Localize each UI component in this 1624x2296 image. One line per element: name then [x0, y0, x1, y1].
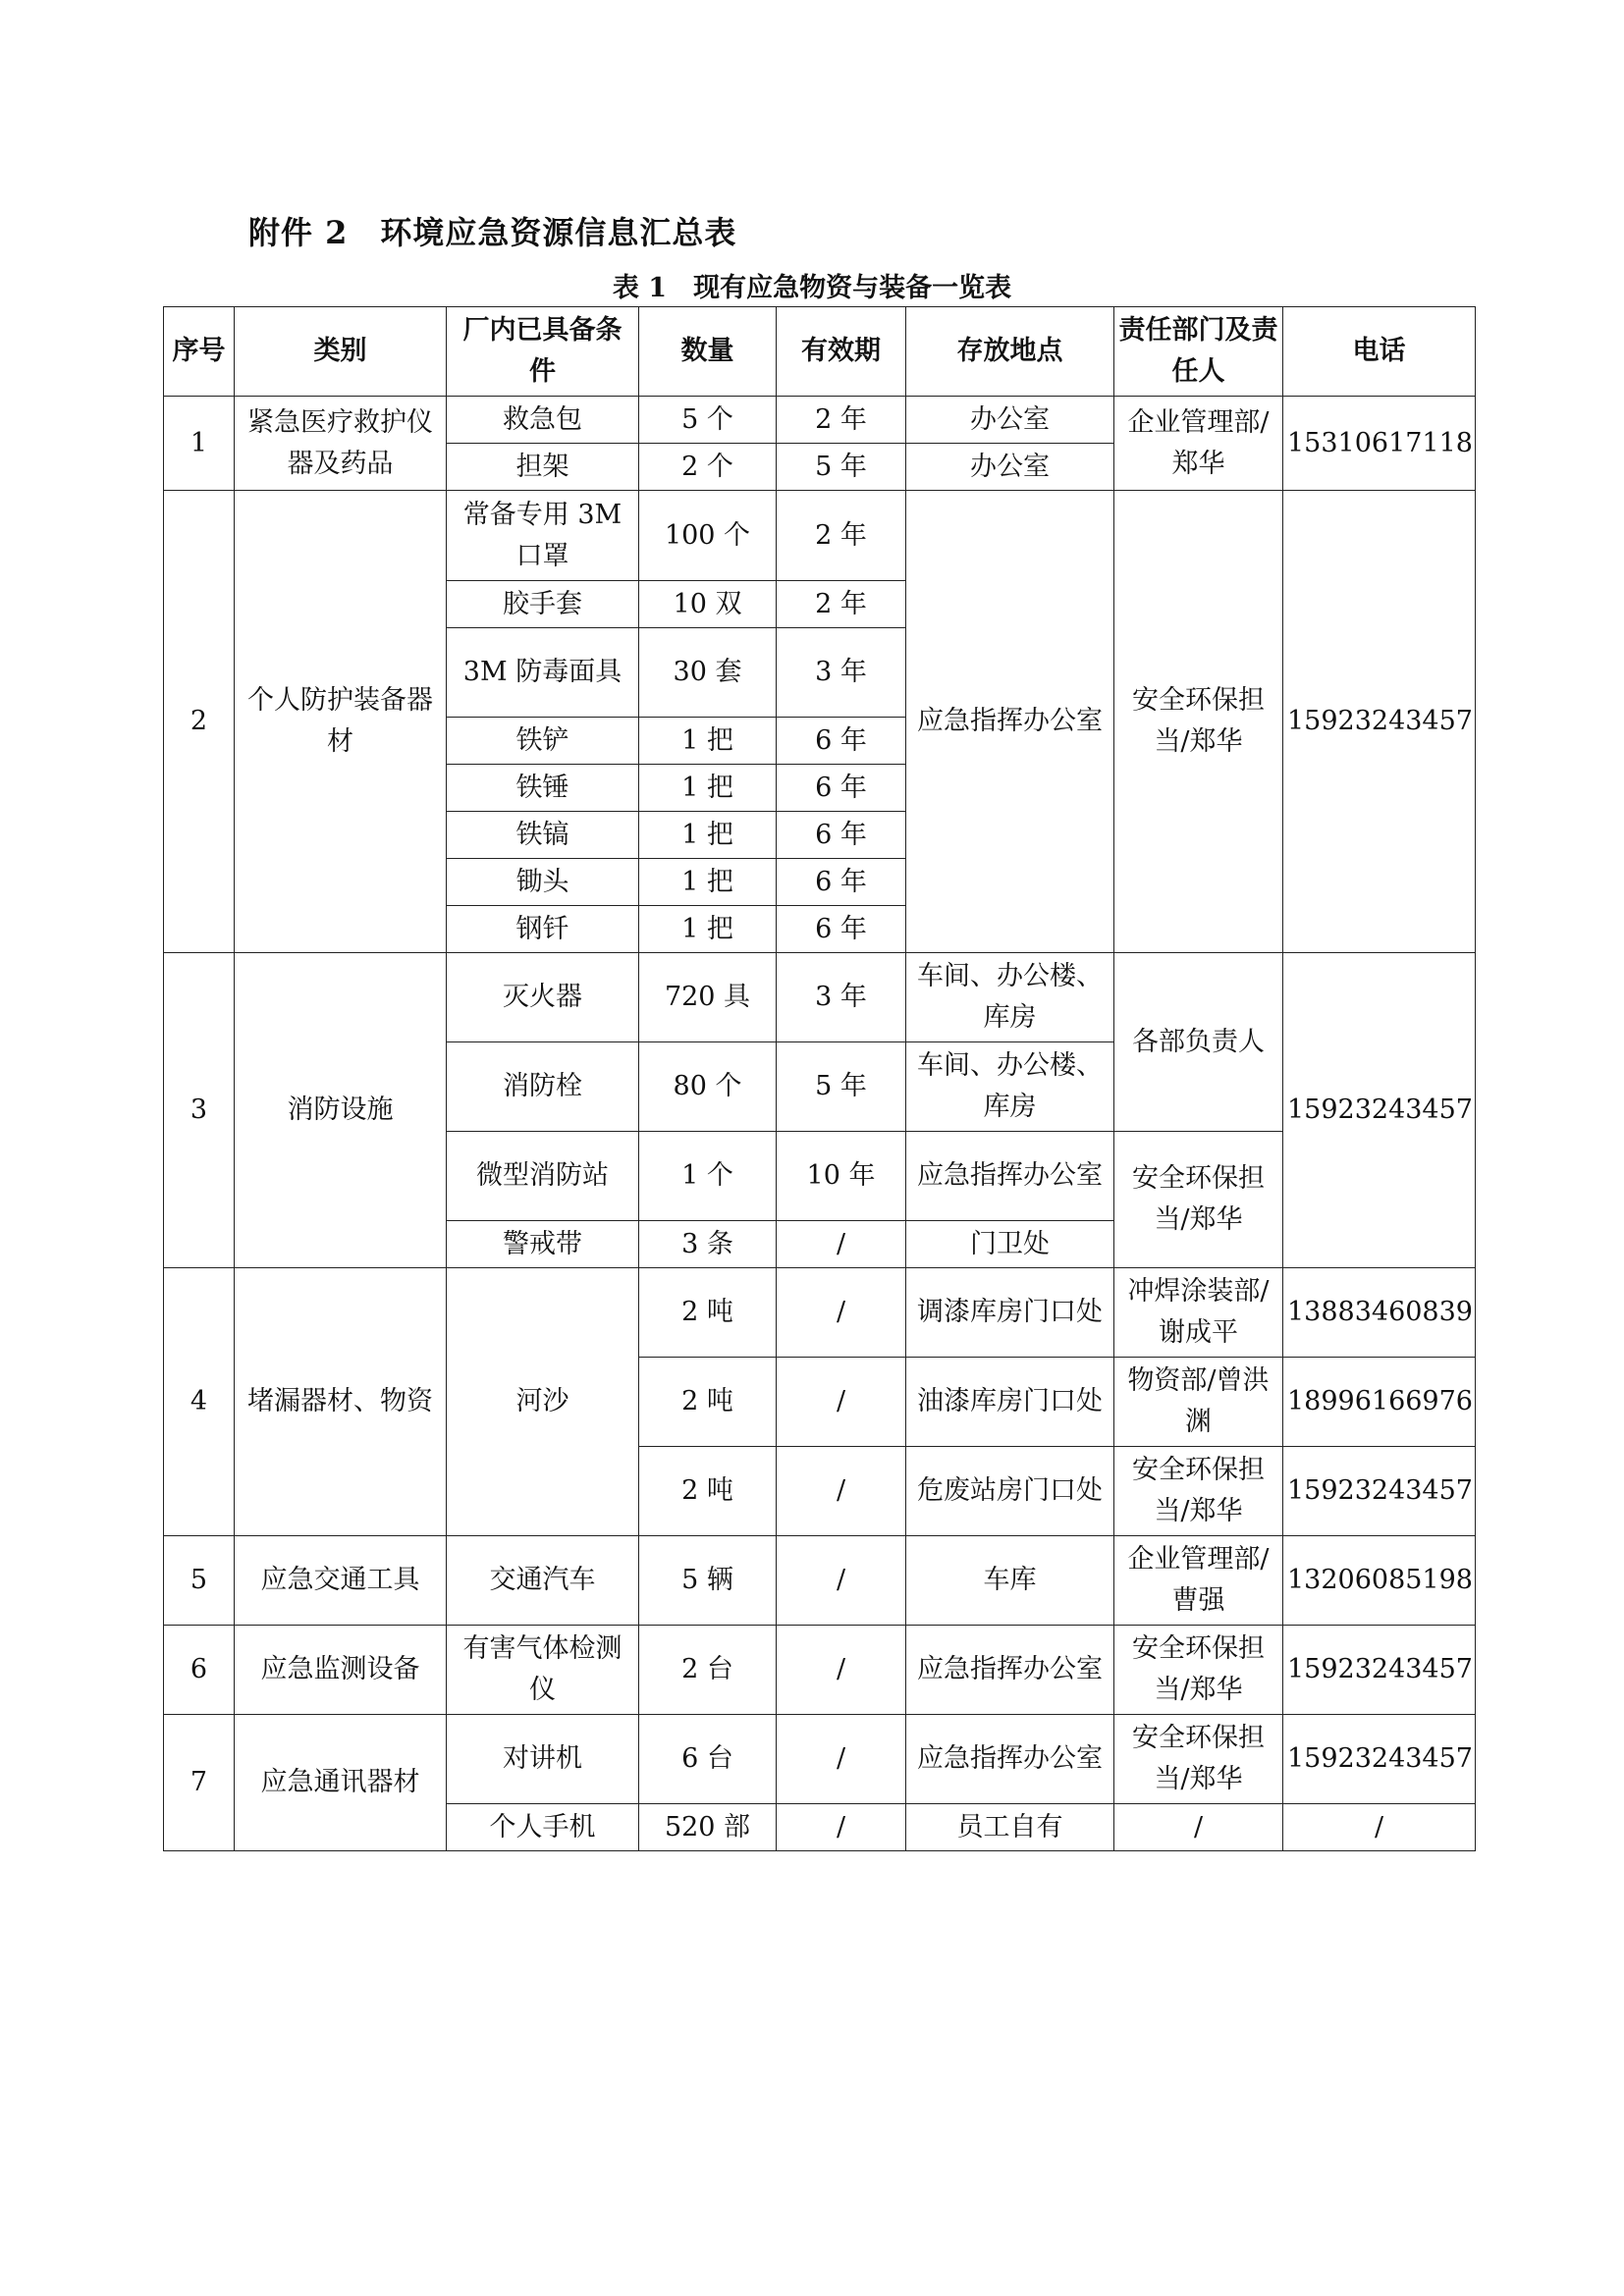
header-conditions: 厂内已具备条件: [447, 307, 639, 397]
quantity-cell: 5 个: [639, 397, 777, 444]
table-row: [164, 491, 1476, 581]
table-row: [164, 1268, 1476, 1358]
resource-table: [163, 306, 1476, 1851]
item-name-cell: 担架: [447, 444, 639, 491]
quantity-cell: 10 双: [639, 581, 777, 628]
table-row: [164, 953, 1476, 1042]
seq-cell: 5: [164, 1536, 235, 1626]
responsible-cell: 安全环保担当/郑华: [1114, 1626, 1283, 1715]
seq-cell: 3: [164, 953, 235, 1268]
seq-cell: 1: [164, 397, 235, 491]
location-cell: 应急指挥办公室: [906, 1715, 1114, 1804]
header-responsible: 责任部门及责任人: [1114, 307, 1283, 397]
quantity-cell: 2 吨: [639, 1358, 777, 1447]
seq-cell: 2: [164, 491, 235, 953]
responsible-cell: 各部负责人: [1114, 953, 1283, 1132]
phone-cell: 15310617118: [1283, 397, 1476, 491]
responsible-cell: 安全环保担当/郑华: [1114, 1132, 1283, 1268]
table-row: [164, 1626, 1476, 1715]
item-name-cell: 交通汽车: [447, 1536, 639, 1626]
quantity-cell: 2 吨: [639, 1268, 777, 1358]
location-cell: 危废站房门口处: [906, 1447, 1114, 1536]
quantity-cell: 2 台: [639, 1626, 777, 1715]
quantity-cell: 2 个: [639, 444, 777, 491]
validity-cell: 3 年: [777, 953, 906, 1042]
location-cell: 应急指挥办公室: [906, 491, 1114, 953]
category-cell: 堵漏器材、物资: [235, 1268, 447, 1536]
table-row: [164, 397, 1476, 444]
category-cell: 应急监测设备: [235, 1626, 447, 1715]
location-cell: 车间、办公楼、库房: [906, 1042, 1114, 1132]
item-name-cell: 铁锤: [447, 765, 639, 812]
location-cell: 门卫处: [906, 1221, 1114, 1268]
item-name-cell: 救急包: [447, 397, 639, 444]
seq-cell: 7: [164, 1715, 235, 1851]
item-name-cell: 微型消防站: [447, 1132, 639, 1221]
seq-cell: 6: [164, 1626, 235, 1715]
quantity-cell: 520 部: [639, 1804, 777, 1851]
item-name-cell: 个人手机: [447, 1804, 639, 1851]
phone-cell: 15923243457: [1283, 953, 1476, 1268]
header-seq: 序号: [164, 307, 235, 397]
location-cell: 员工自有: [906, 1804, 1114, 1851]
item-name-cell: 河沙: [447, 1268, 639, 1536]
item-name-cell: 常备专用 3M 口罩: [447, 491, 639, 581]
phone-cell: 13883460839: [1283, 1268, 1476, 1358]
validity-cell: /: [777, 1268, 906, 1358]
seq-cell: 4: [164, 1268, 235, 1536]
category-cell: 个人防护装备器材: [235, 491, 447, 953]
item-name-cell: 消防栓: [447, 1042, 639, 1132]
item-name-cell: 对讲机: [447, 1715, 639, 1804]
location-cell: 办公室: [906, 444, 1114, 491]
item-name-cell: 钢钎: [447, 906, 639, 953]
item-name-cell: 锄头: [447, 859, 639, 906]
location-cell: 办公室: [906, 397, 1114, 444]
header-category: 类别: [235, 307, 447, 397]
category-cell: 紧急医疗救护仪器及药品: [235, 397, 447, 491]
item-name-cell: 铁铲: [447, 718, 639, 765]
quantity-cell: 80 个: [639, 1042, 777, 1132]
validity-cell: /: [777, 1358, 906, 1447]
header-quantity: 数量: [639, 307, 777, 397]
validity-cell: 2 年: [777, 491, 906, 581]
responsible-cell: 物资部/曾洪渊: [1114, 1358, 1283, 1447]
responsible-cell: 安全环保担当/郑华: [1114, 1715, 1283, 1804]
validity-cell: /: [777, 1221, 906, 1268]
location-cell: 油漆库房门口处: [906, 1358, 1114, 1447]
page-heading: 附件 2 环境应急资源信息汇总表: [248, 214, 737, 251]
header-location: 存放地点: [906, 307, 1114, 397]
phone-cell: 13206085198: [1283, 1536, 1476, 1626]
item-name-cell: 3M 防毒面具: [447, 628, 639, 718]
validity-cell: 3 年: [777, 628, 906, 718]
quantity-cell: 1 把: [639, 765, 777, 812]
validity-cell: 6 年: [777, 718, 906, 765]
responsible-cell: 安全环保担当/郑华: [1114, 1447, 1283, 1536]
phone-cell: 18996166976: [1283, 1358, 1476, 1447]
table-row: [164, 1715, 1476, 1804]
quantity-cell: 1 把: [639, 718, 777, 765]
quantity-cell: 30 套: [639, 628, 777, 718]
validity-cell: /: [777, 1715, 906, 1804]
validity-cell: 6 年: [777, 765, 906, 812]
location-cell: 车库: [906, 1536, 1114, 1626]
validity-cell: 5 年: [777, 444, 906, 491]
validity-cell: /: [777, 1536, 906, 1626]
location-cell: 车间、办公楼、库房: [906, 953, 1114, 1042]
category-cell: 应急通讯器材: [235, 1715, 447, 1851]
phone-cell: 15923243457: [1283, 491, 1476, 953]
quantity-cell: 1 把: [639, 812, 777, 859]
location-cell: 应急指挥办公室: [906, 1132, 1114, 1221]
quantity-cell: 100 个: [639, 491, 777, 581]
quantity-cell: 6 台: [639, 1715, 777, 1804]
validity-cell: 2 年: [777, 397, 906, 444]
quantity-cell: 3 条: [639, 1221, 777, 1268]
validity-cell: /: [777, 1447, 906, 1536]
responsible-cell: 企业管理部/曹强: [1114, 1536, 1283, 1626]
validity-cell: 6 年: [777, 859, 906, 906]
phone-cell: 15923243457: [1283, 1447, 1476, 1536]
quantity-cell: 5 辆: [639, 1536, 777, 1626]
table-row: [164, 1536, 1476, 1626]
item-name-cell: 有害气体检测仪: [447, 1626, 639, 1715]
location-cell: 应急指挥办公室: [906, 1626, 1114, 1715]
responsible-cell: 企业管理部/郑华: [1114, 397, 1283, 491]
header-phone: 电话: [1283, 307, 1476, 397]
responsible-cell: 冲焊涂装部/谢成平: [1114, 1268, 1283, 1358]
phone-cell: 15923243457: [1283, 1715, 1476, 1804]
item-name-cell: 胶手套: [447, 581, 639, 628]
item-name-cell: 灭火器: [447, 953, 639, 1042]
quantity-cell: 720 具: [639, 953, 777, 1042]
item-name-cell: 铁镐: [447, 812, 639, 859]
category-cell: 消防设施: [235, 953, 447, 1268]
validity-cell: 6 年: [777, 906, 906, 953]
category-cell: 应急交通工具: [235, 1536, 447, 1626]
phone-cell: 15923243457: [1283, 1626, 1476, 1715]
table-caption: 表 1 现有应急物资与装备一览表: [612, 273, 1012, 303]
validity-cell: 10 年: [777, 1132, 906, 1221]
phone-cell: /: [1283, 1804, 1476, 1851]
location-cell: 调漆库房门口处: [906, 1268, 1114, 1358]
validity-cell: /: [777, 1804, 906, 1851]
validity-cell: /: [777, 1626, 906, 1715]
responsible-cell: /: [1114, 1804, 1283, 1851]
item-name-cell: 警戒带: [447, 1221, 639, 1268]
quantity-cell: 1 把: [639, 906, 777, 953]
header-validity: 有效期: [777, 307, 906, 397]
quantity-cell: 1 把: [639, 859, 777, 906]
header-row: [164, 307, 1476, 397]
validity-cell: 5 年: [777, 1042, 906, 1132]
validity-cell: 2 年: [777, 581, 906, 628]
responsible-cell: 安全环保担当/郑华: [1114, 491, 1283, 953]
quantity-cell: 2 吨: [639, 1447, 777, 1536]
quantity-cell: 1 个: [639, 1132, 777, 1221]
validity-cell: 6 年: [777, 812, 906, 859]
